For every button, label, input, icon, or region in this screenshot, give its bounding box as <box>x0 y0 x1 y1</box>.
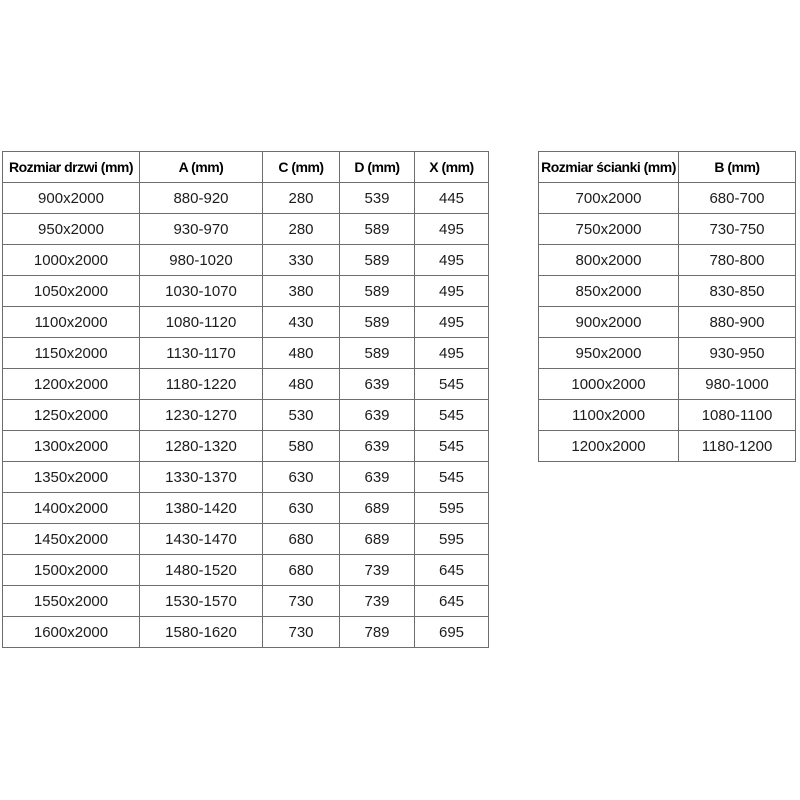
table-cell: 1230-1270 <box>140 400 263 431</box>
table-cell: 900x2000 <box>3 183 140 214</box>
column-header: A (mm) <box>140 152 263 183</box>
table-cell: 1080-1120 <box>140 307 263 338</box>
table-cell: 580 <box>263 431 340 462</box>
table-cell: 1180-1220 <box>140 369 263 400</box>
table-cell: 545 <box>415 431 489 462</box>
table-cell: 980-1020 <box>140 245 263 276</box>
table-cell: 730 <box>263 586 340 617</box>
table-row <box>539 245 796 276</box>
table-cell: 1330-1370 <box>140 462 263 493</box>
table-cell: 1200x2000 <box>3 369 140 400</box>
table-cell: 950x2000 <box>539 338 679 369</box>
table-row <box>3 307 489 338</box>
table-cell: 539 <box>340 183 415 214</box>
table-cell: 689 <box>340 524 415 555</box>
table-cell: 445 <box>415 183 489 214</box>
table-row <box>3 183 489 214</box>
column-header: X (mm) <box>415 152 489 183</box>
table-cell: 680 <box>263 524 340 555</box>
table-cell: 789 <box>340 617 415 648</box>
table-cell: 800x2000 <box>539 245 679 276</box>
table-cell: 495 <box>415 276 489 307</box>
table-cell: 495 <box>415 307 489 338</box>
table-cell: 1480-1520 <box>140 555 263 586</box>
table-cell: 639 <box>340 462 415 493</box>
table-cell: 645 <box>415 555 489 586</box>
table-cell: 739 <box>340 555 415 586</box>
table-cell: 830-850 <box>679 276 796 307</box>
table-cell: 780-800 <box>679 245 796 276</box>
table-cell: 1130-1170 <box>140 338 263 369</box>
table-cell: 689 <box>340 493 415 524</box>
table-cell: 480 <box>263 338 340 369</box>
table-cell: 1500x2000 <box>3 555 140 586</box>
table-cell: 1100x2000 <box>539 400 679 431</box>
table-cell: 1150x2000 <box>3 338 140 369</box>
table-cell: 1180-1200 <box>679 431 796 462</box>
door-table-header <box>3 152 489 183</box>
table-cell: 850x2000 <box>539 276 679 307</box>
wall-table-body <box>539 183 796 462</box>
table-row <box>3 462 489 493</box>
table-cell: 1530-1570 <box>140 586 263 617</box>
table-cell: 1280-1320 <box>140 431 263 462</box>
table-cell: 630 <box>263 462 340 493</box>
table-cell: 380 <box>263 276 340 307</box>
table-cell: 495 <box>415 245 489 276</box>
table-cell: 1000x2000 <box>539 369 679 400</box>
column-header: Rozmiar ścianki (mm) <box>539 152 679 183</box>
table-cell: 750x2000 <box>539 214 679 245</box>
table-row <box>539 214 796 245</box>
table-row <box>3 276 489 307</box>
table-row <box>539 338 796 369</box>
column-header: B (mm) <box>679 152 796 183</box>
table-cell: 589 <box>340 307 415 338</box>
table-row <box>3 524 489 555</box>
table-row <box>539 431 796 462</box>
column-header: C (mm) <box>263 152 340 183</box>
table-cell: 589 <box>340 245 415 276</box>
table-cell: 430 <box>263 307 340 338</box>
table-cell: 645 <box>415 586 489 617</box>
table-cell: 545 <box>415 462 489 493</box>
table-row <box>539 183 796 214</box>
table-cell: 1250x2000 <box>3 400 140 431</box>
table-row <box>3 555 489 586</box>
table-row <box>3 214 489 245</box>
table-cell: 1430-1470 <box>140 524 263 555</box>
table-cell: 480 <box>263 369 340 400</box>
table-row <box>3 586 489 617</box>
table-cell: 530 <box>263 400 340 431</box>
table-cell: 900x2000 <box>539 307 679 338</box>
table-cell: 1000x2000 <box>3 245 140 276</box>
table-row <box>3 338 489 369</box>
table-cell: 639 <box>340 400 415 431</box>
table-cell: 495 <box>415 338 489 369</box>
table-cell: 1580-1620 <box>140 617 263 648</box>
table-cell: 930-950 <box>679 338 796 369</box>
table-cell: 595 <box>415 493 489 524</box>
table-cell: 589 <box>340 338 415 369</box>
table-row <box>539 369 796 400</box>
door-table-body <box>3 183 489 648</box>
table-cell: 680 <box>263 555 340 586</box>
table-cell: 1100x2000 <box>3 307 140 338</box>
table-cell: 330 <box>263 245 340 276</box>
column-header: Rozmiar drzwi (mm) <box>3 152 140 183</box>
table-cell: 980-1000 <box>679 369 796 400</box>
table-row <box>3 617 489 648</box>
table-cell: 1200x2000 <box>539 431 679 462</box>
table-row <box>539 307 796 338</box>
table-cell: 950x2000 <box>3 214 140 245</box>
table-cell: 639 <box>340 369 415 400</box>
table-cell: 589 <box>340 214 415 245</box>
table-cell: 595 <box>415 524 489 555</box>
table-cell: 1050x2000 <box>3 276 140 307</box>
table-cell: 880-900 <box>679 307 796 338</box>
table-cell: 1600x2000 <box>3 617 140 648</box>
table-cell: 880-920 <box>140 183 263 214</box>
table-cell: 1350x2000 <box>3 462 140 493</box>
table-cell: 680-700 <box>679 183 796 214</box>
table-cell: 700x2000 <box>539 183 679 214</box>
table-cell: 1380-1420 <box>140 493 263 524</box>
table-row <box>3 369 489 400</box>
table-cell: 930-970 <box>140 214 263 245</box>
table-cell: 495 <box>415 214 489 245</box>
wall-table-header <box>539 152 796 183</box>
table-row <box>3 245 489 276</box>
table-row <box>3 431 489 462</box>
table-cell: 739 <box>340 586 415 617</box>
table-cell: 1030-1070 <box>140 276 263 307</box>
table-cell: 589 <box>340 276 415 307</box>
column-header: D (mm) <box>340 152 415 183</box>
door-sizes-table <box>2 151 489 648</box>
table-cell: 545 <box>415 369 489 400</box>
table-cell: 1450x2000 <box>3 524 140 555</box>
table-row <box>3 400 489 431</box>
header-row <box>539 152 796 183</box>
table-row <box>539 400 796 431</box>
table-cell: 545 <box>415 400 489 431</box>
table-cell: 280 <box>263 183 340 214</box>
table-cell: 1080-1100 <box>679 400 796 431</box>
table-row <box>539 276 796 307</box>
table-cell: 1550x2000 <box>3 586 140 617</box>
table-cell: 730-750 <box>679 214 796 245</box>
table-cell: 730 <box>263 617 340 648</box>
wall-panel-sizes-table <box>538 151 796 462</box>
header-row <box>3 152 489 183</box>
table-cell: 280 <box>263 214 340 245</box>
table-cell: 695 <box>415 617 489 648</box>
table-cell: 1400x2000 <box>3 493 140 524</box>
table-cell: 639 <box>340 431 415 462</box>
table-cell: 1300x2000 <box>3 431 140 462</box>
table-cell: 630 <box>263 493 340 524</box>
table-row <box>3 493 489 524</box>
